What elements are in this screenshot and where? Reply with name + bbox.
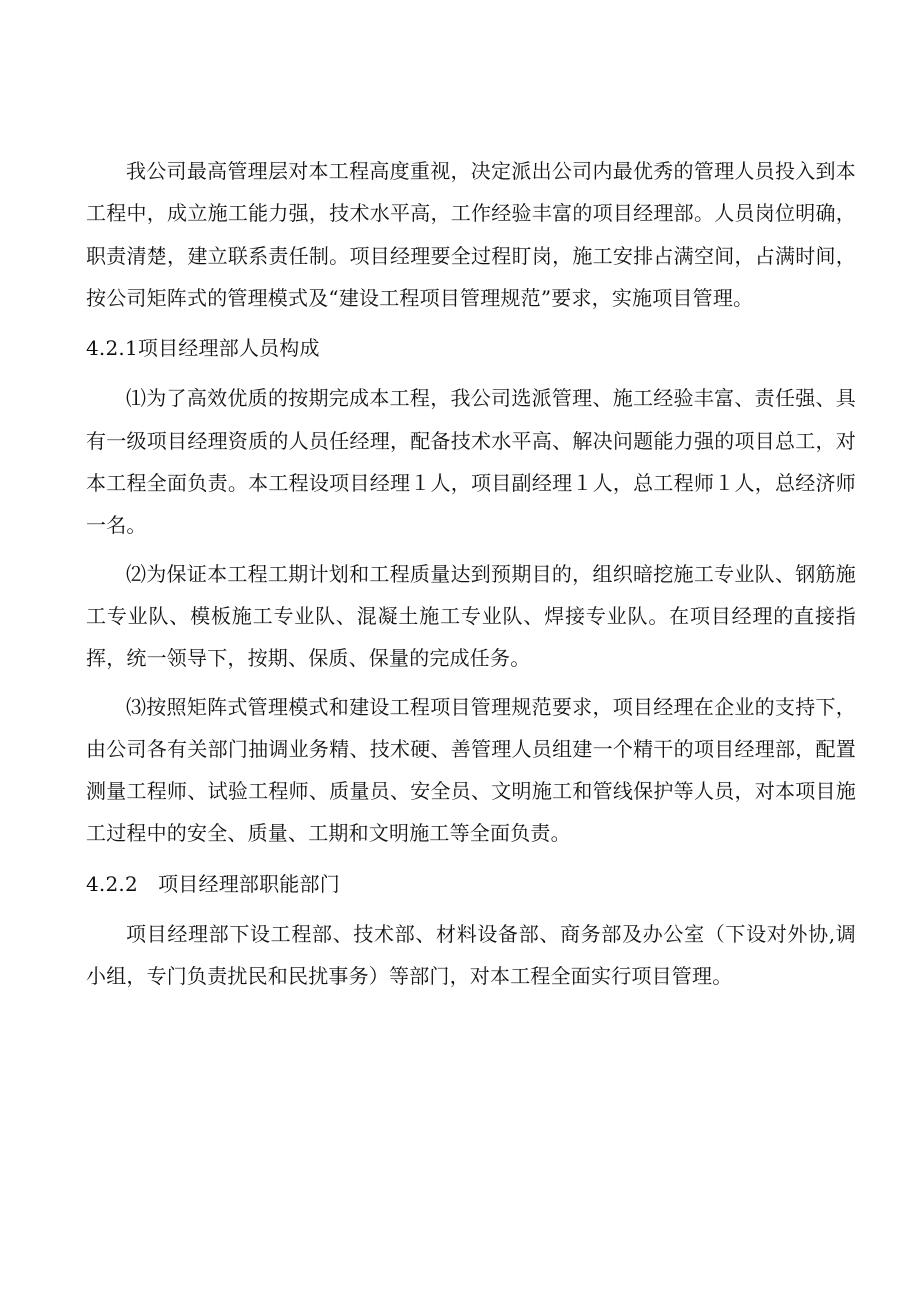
section-heading-4-2-1: 4.2.1项目经理部人员构成: [86, 336, 320, 361]
list-item: ⑵为保证本工程工期计划和工程质量达到预期目的，组织暗挖施工专业队、钢筋施工专业队、模板施工专业队、混凝土施工专业队、焊接专业队。在项目经理的直接指挥，统一领导下，按期、保质、保量的完成任务。: [86, 561, 856, 671]
list-item: ⑴为了高效优质的按期完成本工程，我公司选派管理、施工经验丰富、责任强、具有一级项目经理资质的人员任经理，配备技术水平高、解决问题能力强的项目总工，对本工程全面负责。本工程设项目经理１人，项目副经理１人，总工程师１人，总经济师一名。: [86, 386, 856, 538]
intro-paragraph: 我公司最高管理层对本工程高度重视，决定派出公司内最优秀的管理人员投入到本工程中，成立施工能力强，技术水平高，工作经验丰富的项目经理部。人员岗位明确，职责清楚，建立联系责任制。项目经理要全过程盯岗，施工安排占满空间，占满时间，按公司矩阵式的管理模式及“建设工程项目管理规范”要求，实施项目管理。: [86, 159, 856, 310]
section-paragraph: 项目经理部下设工程部、技术部、材料设备部、商务部及办公室（下设对外协,调小组，专门负责扰民和民扰事务）等部门，对本工程全面实行项目管理。: [86, 922, 856, 989]
section-heading-4-2-2: 4.2.2 项目经理部职能部门: [86, 871, 340, 896]
list-item: ⑶按照矩阵式管理模式和建设工程项目管理规范要求，项目经理在企业的支持下，由公司各有关部门抽调业务精、技术硬、善管理人员组建一个精干的项目经理部，配置测量工程师、试验工程师、质量员、安全员、文明施工和管线保护等人员，对本项目施工过程中的安全、质量、工期和文明施工等全面负责。: [86, 694, 856, 846]
document-body: [86, 150, 856, 998]
